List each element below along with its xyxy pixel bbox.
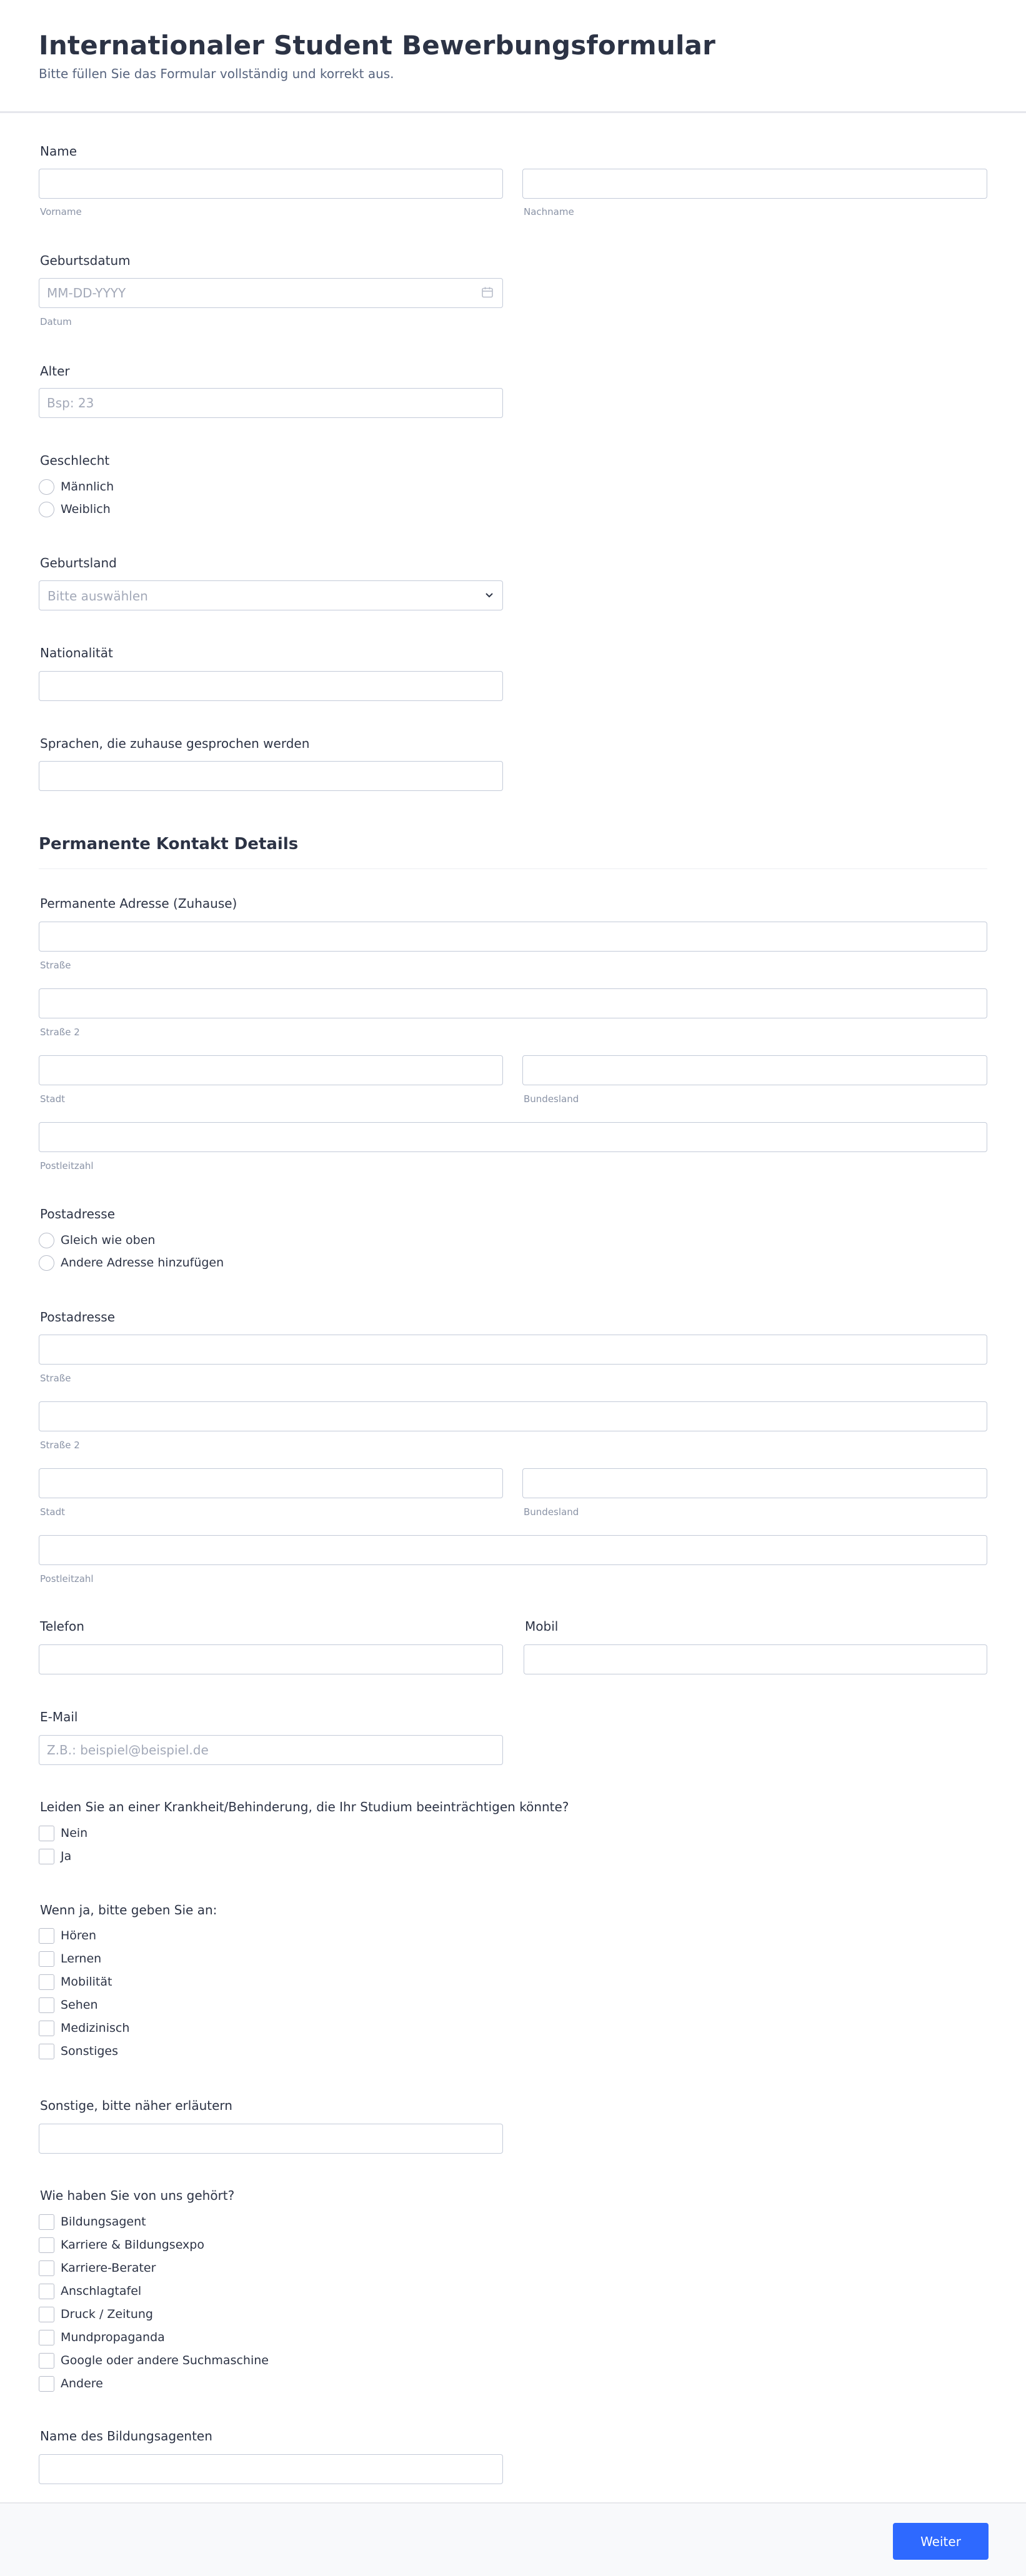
birth-country-label: Geburtsland xyxy=(40,555,117,570)
form-subtitle: Bitte füllen Sie das Formular vollständig und korrekt aus. xyxy=(39,66,394,81)
checkbox[interactable] xyxy=(39,2353,54,2369)
perm-street-sublabel: Straße xyxy=(40,960,71,971)
perm-city-sublabel: Stadt xyxy=(40,1093,65,1105)
if-yes-label: Wenn ja, bitte geben Sie an: xyxy=(40,1902,217,1917)
form-footer xyxy=(0,2502,1026,2576)
postal-street2-sublabel: Straße 2 xyxy=(40,1440,80,1451)
checkbox[interactable] xyxy=(39,1928,54,1944)
if-yes-option[interactable]: Sehen xyxy=(39,1997,98,2013)
postal-option-same[interactable]: Gleich wie oben xyxy=(39,1232,155,1248)
checkbox[interactable] xyxy=(39,1997,54,2013)
mobile-input[interactable] xyxy=(524,1644,987,1674)
checkbox[interactable] xyxy=(39,1974,54,1990)
postal-city-sublabel: Stadt xyxy=(40,1506,65,1518)
illness-label: Leiden Sie an einer Krankheit/Behinderung, die Ihr Studium beeinträchtigen könnte? xyxy=(40,1799,569,1814)
phone-input[interactable] xyxy=(39,1644,503,1674)
radio-button[interactable] xyxy=(39,1233,54,1248)
heard-from-option[interactable]: Anschlagtafel xyxy=(39,2283,141,2299)
nationality-input[interactable] xyxy=(39,671,503,701)
heard-from-option[interactable]: Karriere & Bildungsexpo xyxy=(39,2237,204,2253)
heard-from-option[interactable]: Andere xyxy=(39,2375,103,2392)
heard-from-option[interactable]: Bildungsagent xyxy=(39,2214,146,2230)
checkbox[interactable] xyxy=(39,1849,54,1864)
birthdate-input[interactable] xyxy=(39,278,503,308)
last-name-input[interactable] xyxy=(522,169,987,199)
if-yes-option[interactable]: Sonstiges xyxy=(39,2043,118,2059)
checkbox[interactable] xyxy=(39,1951,54,1967)
if-yes-option[interactable]: Hören xyxy=(39,1927,96,1944)
checkbox[interactable] xyxy=(39,2044,54,2059)
checkbox[interactable] xyxy=(39,1826,54,1841)
first-name-sublabel: Vorname xyxy=(40,206,82,217)
postal-city-input[interactable] xyxy=(39,1468,503,1498)
gender-option-female[interactable]: Weiblich xyxy=(39,501,111,517)
email-label: E-Mail xyxy=(40,1709,78,1724)
next-button[interactable]: Weiter xyxy=(893,2523,989,2560)
perm-street-input[interactable] xyxy=(39,922,987,952)
postal-street-sublabel: Straße xyxy=(40,1373,71,1384)
if-yes-option[interactable]: Medizinisch xyxy=(39,2020,129,2036)
chevron-down-icon xyxy=(482,589,496,602)
radio-button[interactable] xyxy=(39,502,54,517)
heard-from-option[interactable]: Mundpropaganda xyxy=(39,2329,165,2345)
form-header xyxy=(0,0,1026,113)
postal-address-label: Postadresse xyxy=(40,1310,116,1325)
checkbox[interactable] xyxy=(39,2284,54,2299)
perm-zip-input[interactable] xyxy=(39,1122,987,1152)
if-yes-option[interactable]: Mobilität xyxy=(39,1974,112,1990)
checkbox[interactable] xyxy=(39,2260,54,2276)
heard-from-label: Wie haben Sie von uns gehört? xyxy=(40,2188,235,2203)
checkbox[interactable] xyxy=(39,2214,54,2230)
birthdate-label: Geburtsdatum xyxy=(40,253,131,268)
other-explain-label: Sonstige, bitte näher erläutern xyxy=(40,2098,232,2113)
age-input[interactable] xyxy=(39,388,503,418)
postal-state-input[interactable] xyxy=(522,1468,987,1498)
illness-option-yes[interactable]: Ja xyxy=(39,1848,71,1864)
checkbox[interactable] xyxy=(39,2237,54,2253)
heard-from-option[interactable]: Google oder andere Suchmaschine xyxy=(39,2352,269,2369)
checkbox[interactable] xyxy=(39,2307,54,2322)
calendar-icon[interactable] xyxy=(481,286,494,299)
mobile-label: Mobil xyxy=(525,1619,559,1634)
first-name-input[interactable] xyxy=(39,169,503,199)
perm-address-label: Permanente Adresse (Zuhause) xyxy=(40,896,237,911)
illness-option-no[interactable]: Nein xyxy=(39,1825,87,1841)
name-label: Name xyxy=(40,144,77,159)
perm-zip-sublabel: Postleitzahl xyxy=(40,1160,94,1171)
postal-zip-sublabel: Postleitzahl xyxy=(40,1573,94,1584)
agent-name-label: Name des Bildungsagenten xyxy=(40,2429,212,2444)
postal-street-input[interactable] xyxy=(39,1335,987,1365)
perm-street2-input[interactable] xyxy=(39,988,987,1018)
last-name-sublabel: Nachname xyxy=(524,206,574,217)
gender-label: Geschlecht xyxy=(40,453,110,468)
heard-from-option[interactable]: Druck / Zeitung xyxy=(39,2306,153,2322)
heard-from-option[interactable]: Karriere-Berater xyxy=(39,2260,156,2276)
checkbox[interactable] xyxy=(39,2021,54,2036)
postal-street2-input[interactable] xyxy=(39,1401,987,1431)
postal-option-other[interactable]: Andere Adresse hinzufügen xyxy=(39,1255,224,1271)
languages-label: Sprachen, die zuhause gesprochen werden xyxy=(40,736,310,751)
agent-name-input[interactable] xyxy=(39,2454,503,2484)
other-explain-input[interactable] xyxy=(39,2124,503,2154)
section-divider xyxy=(39,868,987,869)
checkbox[interactable] xyxy=(39,2330,54,2345)
gender-option-male[interactable]: Männlich xyxy=(39,479,114,495)
birthdate-sublabel: Datum xyxy=(40,316,72,327)
postal-zip-input[interactable] xyxy=(39,1535,987,1565)
languages-input[interactable] xyxy=(39,761,503,791)
section-title-contact: Permanente Kontakt Details xyxy=(39,835,299,853)
email-input[interactable] xyxy=(39,1735,503,1765)
postal-choice-label: Postadresse xyxy=(40,1206,116,1221)
birth-country-select[interactable]: Bitte auswählen xyxy=(39,580,503,610)
perm-street2-sublabel: Straße 2 xyxy=(40,1027,80,1038)
perm-state-input[interactable] xyxy=(522,1055,987,1085)
nationality-label: Nationalität xyxy=(40,645,113,660)
phone-label: Telefon xyxy=(40,1619,84,1634)
if-yes-option[interactable]: Lernen xyxy=(39,1951,101,1967)
checkbox[interactable] xyxy=(39,2376,54,2392)
perm-city-input[interactable] xyxy=(39,1055,503,1085)
form-title: Internationaler Student Bewerbungsformular xyxy=(39,30,715,61)
radio-button[interactable] xyxy=(39,479,54,495)
radio-button[interactable] xyxy=(39,1255,54,1271)
postal-state-sublabel: Bundesland xyxy=(524,1506,579,1518)
age-label: Alter xyxy=(40,364,70,379)
perm-state-sublabel: Bundesland xyxy=(524,1093,579,1105)
